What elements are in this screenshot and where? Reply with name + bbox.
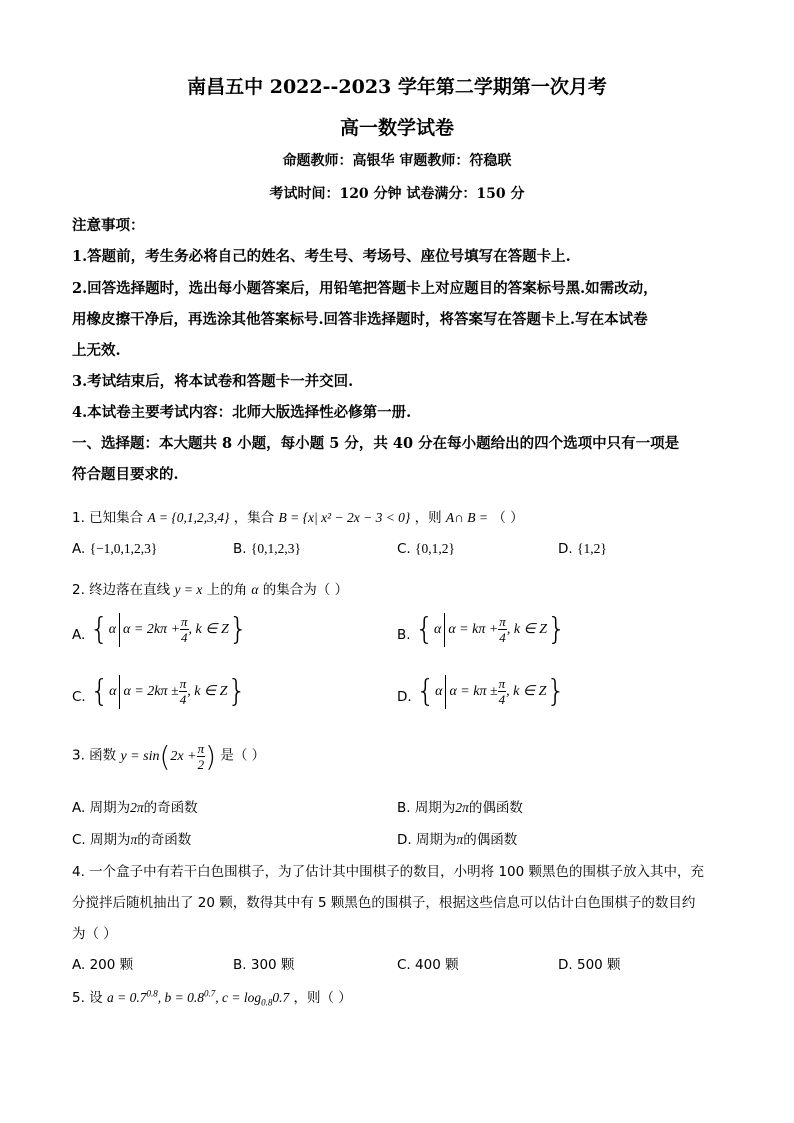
exam-subtitle: 高一数学试卷 bbox=[339, 117, 454, 139]
option-text: 的偶函数 bbox=[468, 800, 523, 816]
fraction bbox=[180, 614, 189, 645]
q2-option-b[interactable] bbox=[397, 612, 566, 647]
q1-post: ，则 bbox=[414, 510, 442, 526]
q2-prefix: 2. 终边落在直线 bbox=[72, 582, 171, 598]
q3-function bbox=[120, 740, 216, 773]
q3-option-a[interactable] bbox=[72, 796, 198, 816]
q4-option-c[interactable] bbox=[397, 953, 459, 973]
right-brace: } bbox=[227, 674, 247, 709]
option-label: A. bbox=[72, 800, 86, 816]
option-text: {0,1,2,3} bbox=[250, 541, 301, 556]
option-text: 的奇函数 bbox=[143, 800, 198, 816]
option-text: 周期为 bbox=[414, 800, 456, 816]
numerator: π bbox=[181, 614, 188, 629]
q1-option-b[interactable] bbox=[233, 541, 301, 557]
set-var: α bbox=[108, 621, 117, 637]
q1-option-d[interactable] bbox=[558, 541, 607, 557]
set-tail: , k ∈ Z bbox=[188, 622, 229, 637]
exam-title: 南昌五中 2022--2023 学年第二学期第一次月考 bbox=[187, 76, 607, 98]
exam-info-line: 考试时间：120 分钟 试卷满分：150 分 bbox=[269, 186, 525, 202]
option-label: D. bbox=[397, 832, 412, 848]
set-var: α bbox=[109, 683, 117, 699]
set-cond: α = 2kπ + bbox=[123, 621, 181, 637]
left-paren: ( bbox=[159, 740, 171, 773]
right-paren: ) bbox=[205, 740, 217, 773]
set-bar bbox=[444, 613, 445, 647]
right-brace: } bbox=[547, 612, 567, 647]
option-label: D. bbox=[558, 957, 573, 973]
left-brace: { bbox=[414, 612, 434, 647]
q2-mid: 上的角 bbox=[206, 582, 248, 598]
q5-expression bbox=[106, 988, 290, 1008]
option-label: B. bbox=[233, 957, 247, 973]
set-cond: α = kπ + bbox=[448, 621, 499, 637]
option-label: D. bbox=[558, 541, 573, 557]
q5-post: ，则（ ） bbox=[293, 990, 352, 1006]
q5-b-exp: 0.7 bbox=[203, 988, 216, 999]
option-label: D. bbox=[397, 689, 412, 705]
denominator: 4 bbox=[498, 692, 506, 707]
option-text: 周期为 bbox=[90, 832, 131, 848]
numerator: π bbox=[498, 676, 506, 691]
note-1: 1.答题前，考生务必将自己的姓名、考生号、考场号、座位号填写在答题卡上. bbox=[72, 248, 571, 265]
q1-mid: ，集合 bbox=[233, 510, 275, 526]
set-cond: α = 2kπ ± bbox=[123, 683, 179, 699]
option-label: C. bbox=[397, 957, 411, 973]
question-4-line-1: 4. 一个盒子中有若干白色围棋子，为了估计其中围棋子的数目，小明将 100 颗黑色的围棋子放入其中，充 bbox=[72, 864, 705, 880]
set-tail: , k ∈ Z bbox=[506, 622, 548, 637]
numerator: π bbox=[179, 676, 187, 691]
right-brace: } bbox=[546, 674, 566, 709]
note-2-line-3: 上无效. bbox=[72, 342, 121, 359]
q1-set-b: B = {x| x² − 2x − 3 < 0} bbox=[278, 510, 411, 525]
question-4-line-3: 为（ ） bbox=[72, 926, 117, 942]
option-math: 2π bbox=[130, 800, 144, 815]
q2-line: y = x bbox=[174, 582, 203, 597]
numerator: π bbox=[499, 614, 506, 629]
q3-option-d[interactable] bbox=[397, 828, 517, 848]
q5-a: a = 0.7 bbox=[106, 990, 147, 1005]
question-1 bbox=[72, 506, 524, 526]
option-math: 2π bbox=[455, 800, 469, 815]
fraction bbox=[179, 676, 188, 707]
set-tail: , k ∈ Z bbox=[506, 684, 547, 699]
option-text: {0,1,2} bbox=[415, 541, 455, 556]
set-bar bbox=[119, 613, 120, 647]
set-bar bbox=[445, 675, 446, 709]
q1-expression: A∩ B = bbox=[445, 510, 489, 525]
option-set bbox=[90, 612, 248, 647]
section-1-heading-line-1: 一、选择题：本大题共 8 小题，每小题 5 分，共 40 分在每小题给出的四个选项中只有一项是 bbox=[72, 435, 680, 452]
notes-heading: 注意事项： bbox=[72, 217, 145, 234]
option-label: B. bbox=[233, 541, 247, 557]
note-4: 4.本试卷主要考试内容：北师大版选择性必修第一册. bbox=[72, 404, 412, 421]
option-text: {1,2} bbox=[576, 541, 607, 556]
fraction bbox=[498, 676, 507, 707]
numerator: π bbox=[197, 741, 205, 756]
option-set bbox=[90, 674, 246, 709]
q3-prefix: 3. 函数 bbox=[72, 747, 117, 764]
option-label: A. bbox=[72, 627, 86, 643]
fraction bbox=[498, 614, 507, 645]
q2-option-c[interactable] bbox=[72, 674, 247, 709]
note-2-line-2: 用橡皮擦干净后，再选涂其他答案标号.回答非选择题时，将答案写在答题卡上.写在本试卷 bbox=[72, 311, 648, 328]
option-math: π bbox=[456, 832, 464, 847]
option-label: C. bbox=[72, 689, 86, 705]
q3-option-c[interactable] bbox=[72, 828, 191, 848]
note-3: 3.考试结束后，将本试卷和答题卡一并交回. bbox=[72, 373, 354, 390]
q2-alpha: α bbox=[251, 582, 259, 597]
option-text: 500 颗 bbox=[576, 957, 621, 973]
q5-prefix: 5. 设 bbox=[72, 990, 103, 1006]
teachers-line: 命题教师：高银华 审题教师：符稳联 bbox=[282, 153, 512, 169]
denominator: 2 bbox=[197, 757, 205, 772]
option-text: 200 颗 bbox=[89, 957, 134, 973]
denominator: 4 bbox=[499, 630, 506, 645]
option-label: B. bbox=[397, 800, 411, 816]
set-cond: α = kπ ± bbox=[449, 683, 498, 699]
q3-func-name: y = sin bbox=[120, 748, 160, 764]
left-brace: { bbox=[90, 674, 110, 709]
option-text: 400 颗 bbox=[415, 957, 459, 973]
q5-log-arg: 0.7 bbox=[272, 990, 290, 1005]
q4-option-b[interactable] bbox=[233, 953, 294, 973]
q1-paren: （ ） bbox=[492, 510, 524, 526]
q1-set-a: A = {0,1,2,3,4} bbox=[147, 510, 230, 525]
section-1-heading-line-2: 符合题目要求的. bbox=[72, 466, 179, 483]
denominator: 4 bbox=[181, 630, 188, 645]
option-label: C. bbox=[72, 832, 86, 848]
option-label: C. bbox=[397, 541, 411, 557]
option-label: A. bbox=[72, 957, 86, 973]
option-math: π bbox=[130, 832, 138, 847]
q3-option-b[interactable] bbox=[397, 796, 523, 816]
option-text: 周期为 bbox=[415, 832, 457, 848]
set-tail: , k ∈ Z bbox=[187, 684, 228, 699]
q4-option-a[interactable] bbox=[72, 953, 133, 973]
q3-post: 是（ ） bbox=[220, 747, 266, 764]
q5-a-exp: 0.8 bbox=[146, 988, 158, 999]
q2-option-d[interactable] bbox=[397, 674, 565, 709]
question-2 bbox=[72, 578, 348, 598]
note-2-line-1: 2.回答选择题时，选出每小题答案后，用铅笔把答题卡上对应题目的答案标号黑.如需改动， bbox=[72, 280, 658, 297]
option-text: 的奇函数 bbox=[137, 832, 192, 848]
option-text: {−1,0,1,2,3} bbox=[89, 541, 158, 556]
option-text: 的偶函数 bbox=[463, 832, 518, 848]
q2-post: 的集合为（ ） bbox=[262, 582, 349, 598]
option-label: A. bbox=[72, 541, 86, 557]
q5-b: , b = 0.8 bbox=[157, 990, 204, 1005]
set-var: α bbox=[435, 683, 443, 699]
option-text: 周期为 bbox=[89, 800, 131, 816]
q5-c: , c = log bbox=[215, 990, 262, 1005]
question-3 bbox=[72, 740, 265, 773]
q4-option-d[interactable] bbox=[558, 953, 621, 973]
left-brace: { bbox=[89, 612, 109, 647]
q1-option-c[interactable] bbox=[397, 541, 455, 557]
question-4-line-2: 分搅拌后随机抽出了 20 颗，数得其中有 5 颗黑色的围棋子，根据这些信息可以估计白色围棋子的数目约 bbox=[72, 895, 696, 911]
q1-option-a[interactable] bbox=[72, 541, 157, 557]
denominator: 4 bbox=[179, 692, 187, 707]
option-label: B. bbox=[397, 627, 411, 643]
right-brace: } bbox=[228, 612, 248, 647]
option-set bbox=[416, 674, 565, 709]
left-brace: { bbox=[415, 674, 436, 709]
q1-prefix: 1. 已知集合 bbox=[72, 510, 144, 526]
option-set bbox=[415, 612, 566, 647]
set-bar bbox=[119, 675, 120, 709]
q5-log-base: 0.8 bbox=[261, 997, 273, 1008]
set-var: α bbox=[433, 621, 442, 637]
fraction bbox=[197, 741, 206, 772]
q3-inner: 2x + bbox=[170, 748, 197, 764]
q2-option-a[interactable] bbox=[72, 612, 248, 647]
option-text: 300 颗 bbox=[250, 957, 295, 973]
question-5 bbox=[72, 986, 352, 1008]
